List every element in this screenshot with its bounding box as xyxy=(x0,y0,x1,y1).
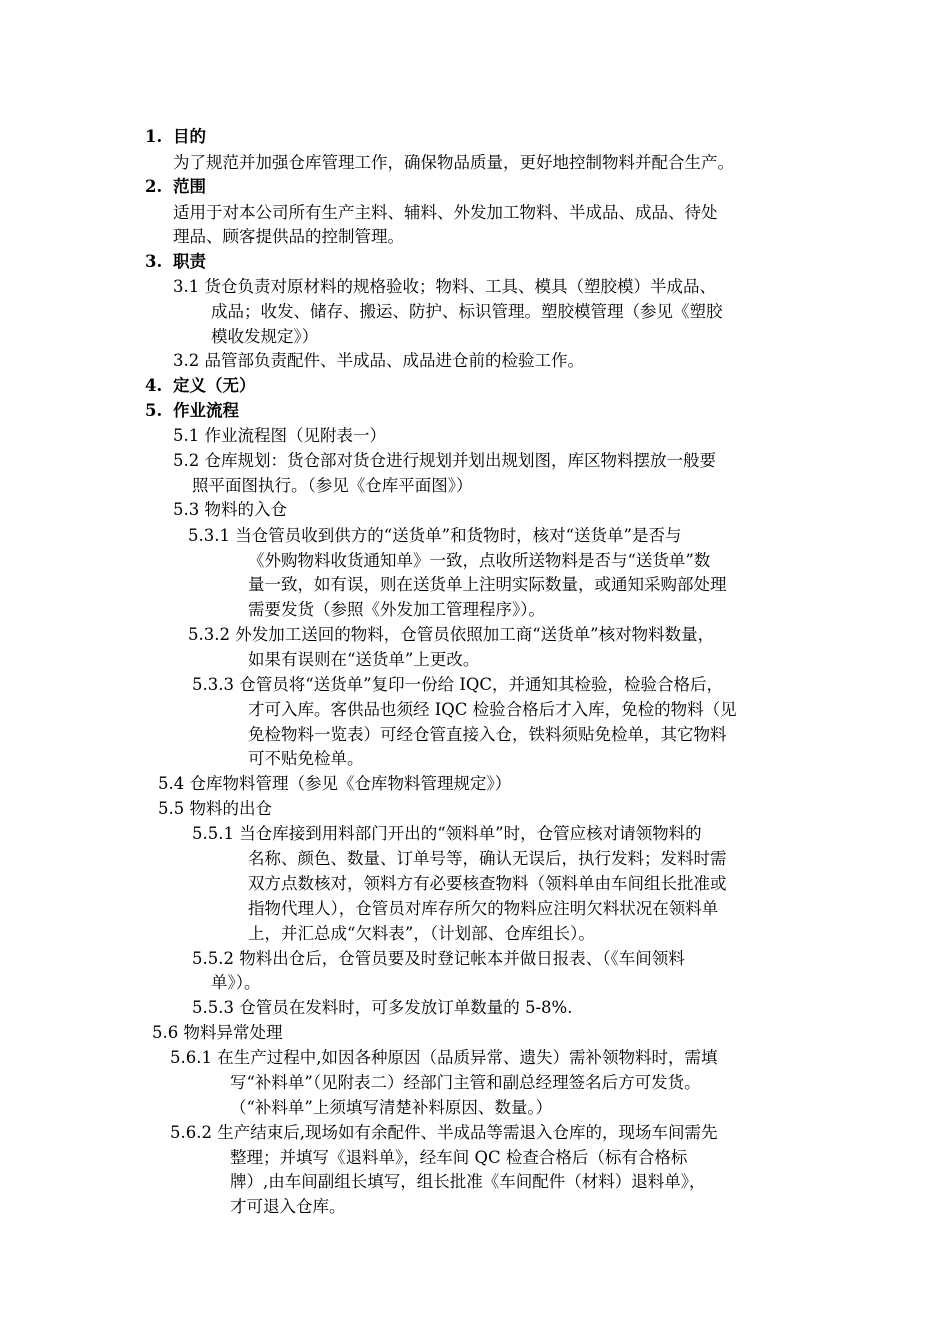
text-line xyxy=(173,275,716,299)
text-line xyxy=(248,723,727,747)
line-text: 5.4 仓库物料管理（参见《仓库物料管理规定》） xyxy=(158,774,512,793)
text-line xyxy=(192,947,685,971)
text-line xyxy=(248,598,545,622)
line-text: 单》）。 xyxy=(211,973,261,992)
line-text: 理品、顾客提供品的控制管理。 xyxy=(173,227,404,246)
line-text: （“补料单”上须填写清楚补料原因、数量。） xyxy=(230,1098,553,1117)
section-number: 3. xyxy=(145,252,163,271)
text-line xyxy=(248,872,727,896)
line-text: 5.1 作业流程图（见附表一） xyxy=(173,426,386,445)
text-line xyxy=(192,673,723,697)
section-number: 1. xyxy=(145,127,163,146)
line-text: 整理；并填写《退料单》，经车间 QC 检查合格后（标有合格标 xyxy=(230,1148,688,1167)
line-text: 《外购物料收货通知单》一致，点收所送物料是否与“送货单”数 xyxy=(248,551,711,570)
line-text: 成品；收发、储存、搬运、防护、标识管理。塑胶模管理（参见《塑胶 xyxy=(211,302,723,321)
line-text: 需要发货（参照《外发加工管理程序》）。 xyxy=(248,600,545,619)
text-line xyxy=(192,474,473,498)
line-text: 为了规范并加强仓库管理工作，确保物品质量，更好地控制物料并配合生产。 xyxy=(173,153,734,172)
text-line xyxy=(173,498,287,522)
line-text: 作业流程 xyxy=(173,401,239,420)
section-heading xyxy=(145,125,206,149)
text-line xyxy=(211,300,723,324)
line-text: 范围 xyxy=(173,177,206,196)
line-text: 照平面图执行。（参见《仓库平面图》） xyxy=(192,476,473,495)
line-text: 才可入库。客供品也须经 IQC 检验合格后才入库，免检的物料（见 xyxy=(248,700,737,719)
text-line xyxy=(170,1046,717,1070)
text-line xyxy=(230,1170,706,1194)
line-text: 5.3.3 仓管员将“送货单”复印一份给 IQC，并通知其检验，检验合格后， xyxy=(192,675,724,694)
line-text: 5.6.1 在生产过程中,如因各种原因（品质异常、遗失）需补领物料时，需填 xyxy=(170,1048,718,1067)
line-text: 双方点数核对，领料方有必要核查物料（领料单由车间组长批准或 xyxy=(248,874,727,893)
line-text: 才可退入仓库。 xyxy=(230,1197,346,1216)
text-line xyxy=(230,1096,552,1120)
line-text: 5.3.2 外发加工送回的物料，仓管员依照加工商“送货单”核对物料数量， xyxy=(188,625,715,644)
line-text: 可不贴免检单。 xyxy=(248,749,364,768)
line-text: 上，并汇总成“欠料表”，（计划部、仓库组长）。 xyxy=(248,924,595,943)
line-text: 牌）,由车间副组长填写，组长批准《车间配件（材料）退料单》， xyxy=(230,1172,706,1191)
section-heading xyxy=(145,250,206,274)
text-line xyxy=(230,1146,687,1170)
section-heading xyxy=(145,399,239,423)
text-line xyxy=(173,449,716,473)
section-number: 4. xyxy=(145,376,163,395)
line-text: 5.5.3 仓管员在发料时，可多发放订单数量的 5-8%. xyxy=(192,998,573,1017)
line-text: 5.5.2 物料出仓后，仓管员要及时登记帐本并做日报表、（《车间领料 xyxy=(192,949,685,968)
section-heading xyxy=(145,374,256,398)
text-line xyxy=(173,349,584,373)
text-line xyxy=(170,1121,717,1145)
text-line xyxy=(211,971,261,995)
text-line xyxy=(152,1021,283,1045)
section-number: 5. xyxy=(145,401,163,420)
line-text: 3.2 品管部负责配件、半成品、成品进仓前的检验工作。 xyxy=(173,351,584,370)
line-text: 5.5 物料的出仓 xyxy=(158,799,272,818)
text-line xyxy=(158,772,511,796)
text-line xyxy=(248,573,727,597)
line-text: 目的 xyxy=(173,127,206,146)
text-line xyxy=(248,847,727,871)
section-heading xyxy=(145,175,206,199)
line-text: 5.6.2 生产结束后,现场如有余配件、半成品等需退入仓库的，现场车间需先 xyxy=(170,1123,718,1142)
line-text: 如果有误则在“送货单”上更改。 xyxy=(248,650,480,669)
text-line xyxy=(230,1071,701,1095)
text-line xyxy=(188,524,681,548)
line-text: 5.2 仓库规划：货仓部对货仓进行规划并划出规划图，库区物料摆放一般要 xyxy=(173,451,716,470)
text-line xyxy=(248,648,479,672)
text-line xyxy=(192,822,702,846)
line-text: 定义（无） xyxy=(173,376,256,395)
line-text: 职责 xyxy=(173,252,206,271)
line-text: 指物代理人），仓管员对库存所欠的物料应注明欠料状况在领料单 xyxy=(248,899,719,918)
line-text: 5.6 物料异常处理 xyxy=(152,1023,283,1042)
text-line xyxy=(230,1195,346,1219)
line-text: 5.3.1 当仓管员收到供方的“送货单”和货物时，核对“送货单”是否与 xyxy=(188,526,682,545)
line-text: 模收发规定》） xyxy=(211,327,319,346)
line-text: 名称、颜色、数量、订单号等，确认无误后，执行发料；发料时需 xyxy=(248,849,727,868)
text-line xyxy=(173,424,386,448)
line-text: 适用于对本公司所有生产主料、辅料、外发加工物料、半成品、成品、待处 xyxy=(173,203,718,222)
line-text: 3.1 货仓负责对原材料的规格验收；物料、工具、模具（塑胶模）半成品、 xyxy=(173,277,716,296)
text-line xyxy=(173,151,734,175)
text-line xyxy=(248,549,710,573)
line-text: 写“补料单”（见附表二）经部门主管和副总经理签名后方可发货。 xyxy=(230,1073,701,1092)
text-line xyxy=(211,325,318,349)
line-text: 5.5.1 当仓库接到用料部门开出的“领料单”时，仓管应核对请领物料的 xyxy=(192,824,702,843)
section-number: 2. xyxy=(145,177,163,196)
text-line xyxy=(173,201,718,225)
text-line xyxy=(158,797,272,821)
text-line xyxy=(192,996,572,1020)
text-line xyxy=(248,698,737,722)
line-text: 5.3 物料的入仓 xyxy=(173,500,287,519)
text-line xyxy=(248,897,718,921)
text-line xyxy=(173,225,404,249)
line-text: 免检物料一览表）可经仓管直接入仓，铁料须贴免检单，其它物料 xyxy=(248,725,727,744)
text-line xyxy=(248,922,595,946)
text-line xyxy=(248,747,364,771)
text-line xyxy=(188,623,714,647)
line-text: 量一致，如有误，则在送货单上注明实际数量，或通知采购部处理 xyxy=(248,575,727,594)
